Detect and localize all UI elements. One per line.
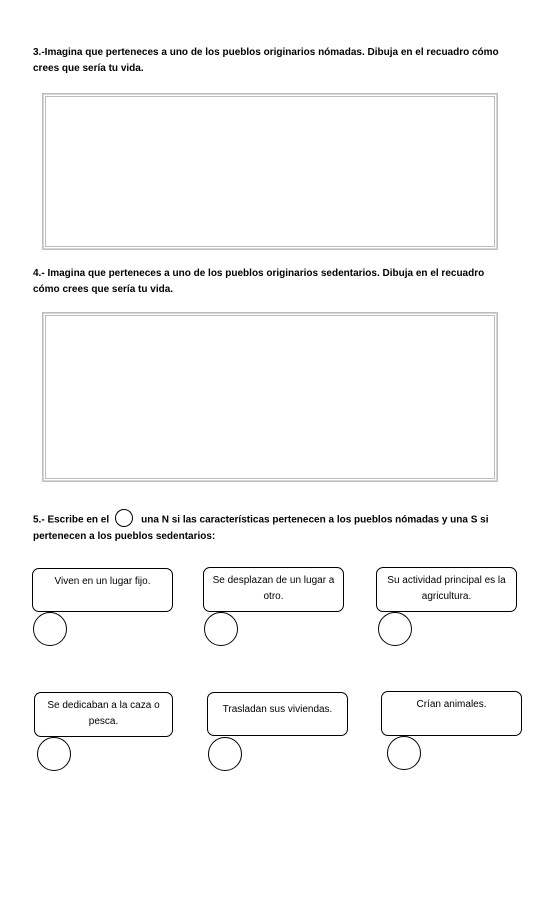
card-live-fixed-place xyxy=(32,568,173,612)
answer-circle-6[interactable] xyxy=(387,736,421,770)
card-label: Su actividad principal es la agricultura. xyxy=(387,575,506,602)
drawing-box-sedentary[interactable] xyxy=(42,312,498,482)
card-move-homes xyxy=(207,692,348,736)
card-label: Trasladan sus viviendas. xyxy=(222,704,333,715)
question-4-text: 4.- Imagina que perteneces a uno de los pueblos originarios sedentarios. Dibuja en el recuadro cómo crees que sería tu vida. xyxy=(33,268,485,295)
card-move-place xyxy=(203,567,344,612)
answer-circle-4[interactable] xyxy=(37,737,71,771)
card-label: Se dedicaban a la caza o pesca. xyxy=(47,700,160,727)
answer-circle-5[interactable] xyxy=(208,737,242,771)
card-label: Viven en un lugar fijo. xyxy=(54,576,151,587)
card-label: Se desplazan de un lugar a otro. xyxy=(212,575,335,602)
question-5-text-before: 5.- Escribe en el xyxy=(33,514,110,526)
question-5-text xyxy=(33,511,519,545)
card-hunt-fish xyxy=(34,692,173,737)
question-5-text-after: una N si las características pertenecen a los pueblos nómadas y una S si pertenecen a los pueblos sedentarios: xyxy=(33,514,489,542)
drawing-box-nomadic[interactable] xyxy=(42,93,498,250)
answer-circle-3[interactable] xyxy=(378,612,412,646)
card-label: Crían animales. xyxy=(416,699,487,710)
card-raise-animals xyxy=(381,691,522,736)
answer-circle-2[interactable] xyxy=(204,612,238,646)
question-3-text: 3.-Imagina que perteneces a uno de los pueblos originarios nómadas. Dibuja en el recuadro cómo crees que sería tu vida. xyxy=(33,47,499,74)
circle-icon xyxy=(115,509,133,527)
card-agriculture xyxy=(376,567,517,612)
answer-circle-1[interactable] xyxy=(33,612,67,646)
